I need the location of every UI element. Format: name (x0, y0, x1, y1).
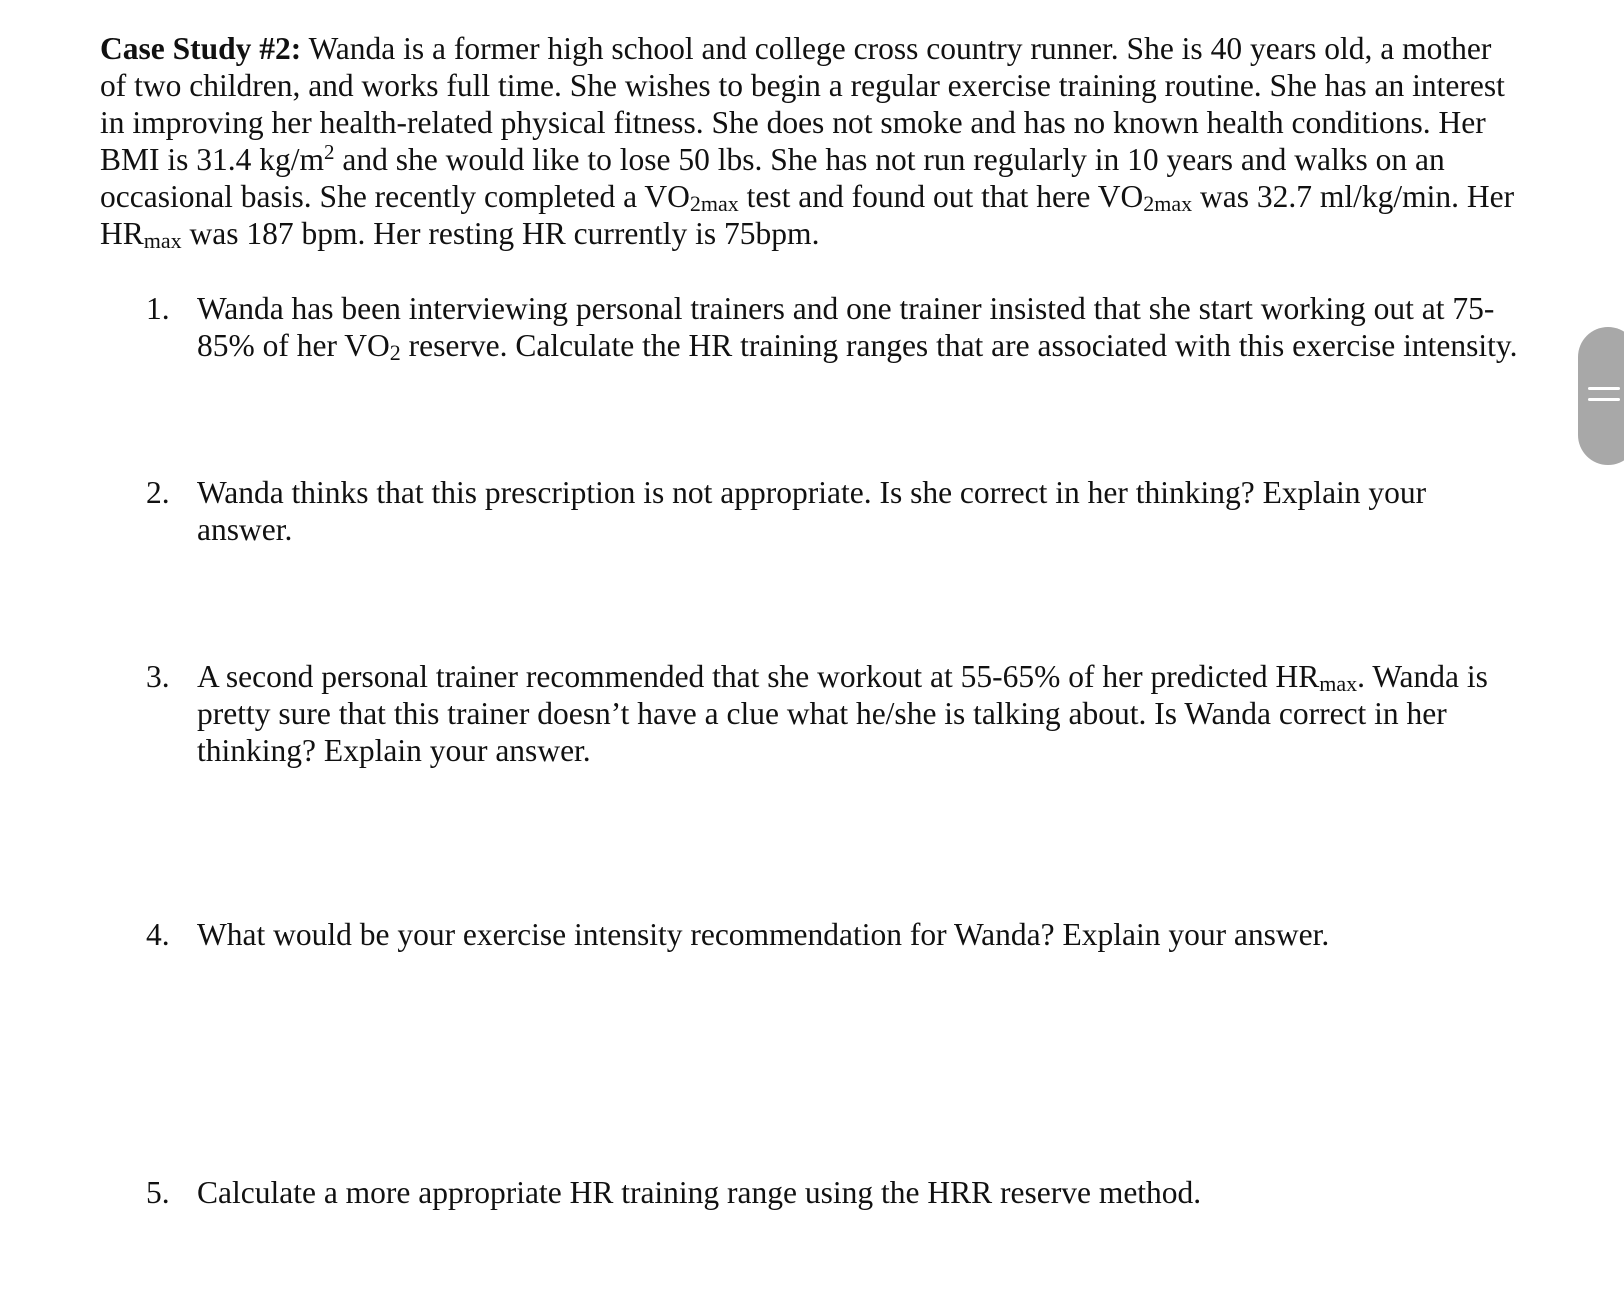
intro-line-2: of two children, and works full time. She wishes to begin a regular exercise training routine. She has an interest (100, 68, 1505, 103)
question-number: 2. (146, 475, 170, 510)
intro-line-1: Case Study #2: Wanda is a former high school and college cross country runner. She is 40 years old, a mother (100, 31, 1492, 66)
question-number: 4. (146, 917, 170, 952)
grip-line-icon (1588, 387, 1620, 390)
question-number: 1. (146, 291, 170, 326)
question-text: Wanda thinks that this prescription is not appropriate. Is she correct in her thinking? Explain your answer. (197, 475, 1427, 547)
grip-line-icon (1588, 398, 1620, 401)
question-text: A second personal trainer recommended that she workout at 55-65% of her predicted HRmax. Wanda is pretty sure that this trainer doesn’t have a clue what he/she is talking about. Is Wanda correct in her thinking? Explain your answer. (197, 659, 1488, 768)
side-panel-drag-handle[interactable] (1578, 327, 1624, 465)
intro-line-3: in improving her health-related physical fitness. She does not smoke and has no known health conditions. Her (100, 105, 1486, 140)
question-number: 3. (146, 659, 170, 694)
intro-line-5: occasional basis. She recently completed a VO2max test and found out that here VO2max was 32.7 ml/kg/min. Her (100, 179, 1515, 216)
question-number: 5. (146, 1175, 170, 1210)
question-text: Calculate a more appropriate HR training range using the HRR reserve method. (197, 1175, 1202, 1210)
intro-line-4: BMI is 31.4 $kg/m^2$ and she would like to lose 50 lbs. She has not run regularly in 10 years and walks on an (100, 140, 1445, 177)
case-study-heading: Case Study #2: (100, 31, 302, 66)
question-text: What would be your exercise intensity recommendation for Wanda? Explain your answer. (197, 917, 1330, 952)
intro-line-6: HRmax was 187 bpm. Her resting HR currently is 75bpm. (100, 216, 820, 253)
question-text: Wanda has been interviewing personal trainers and one trainer insisted that she start working out at 75- 85% of her VO2 reserve. Calculate the HR training ranges that are associated with this exercise intensity. (197, 291, 1518, 365)
case-study-intro (100, 30, 1560, 252)
